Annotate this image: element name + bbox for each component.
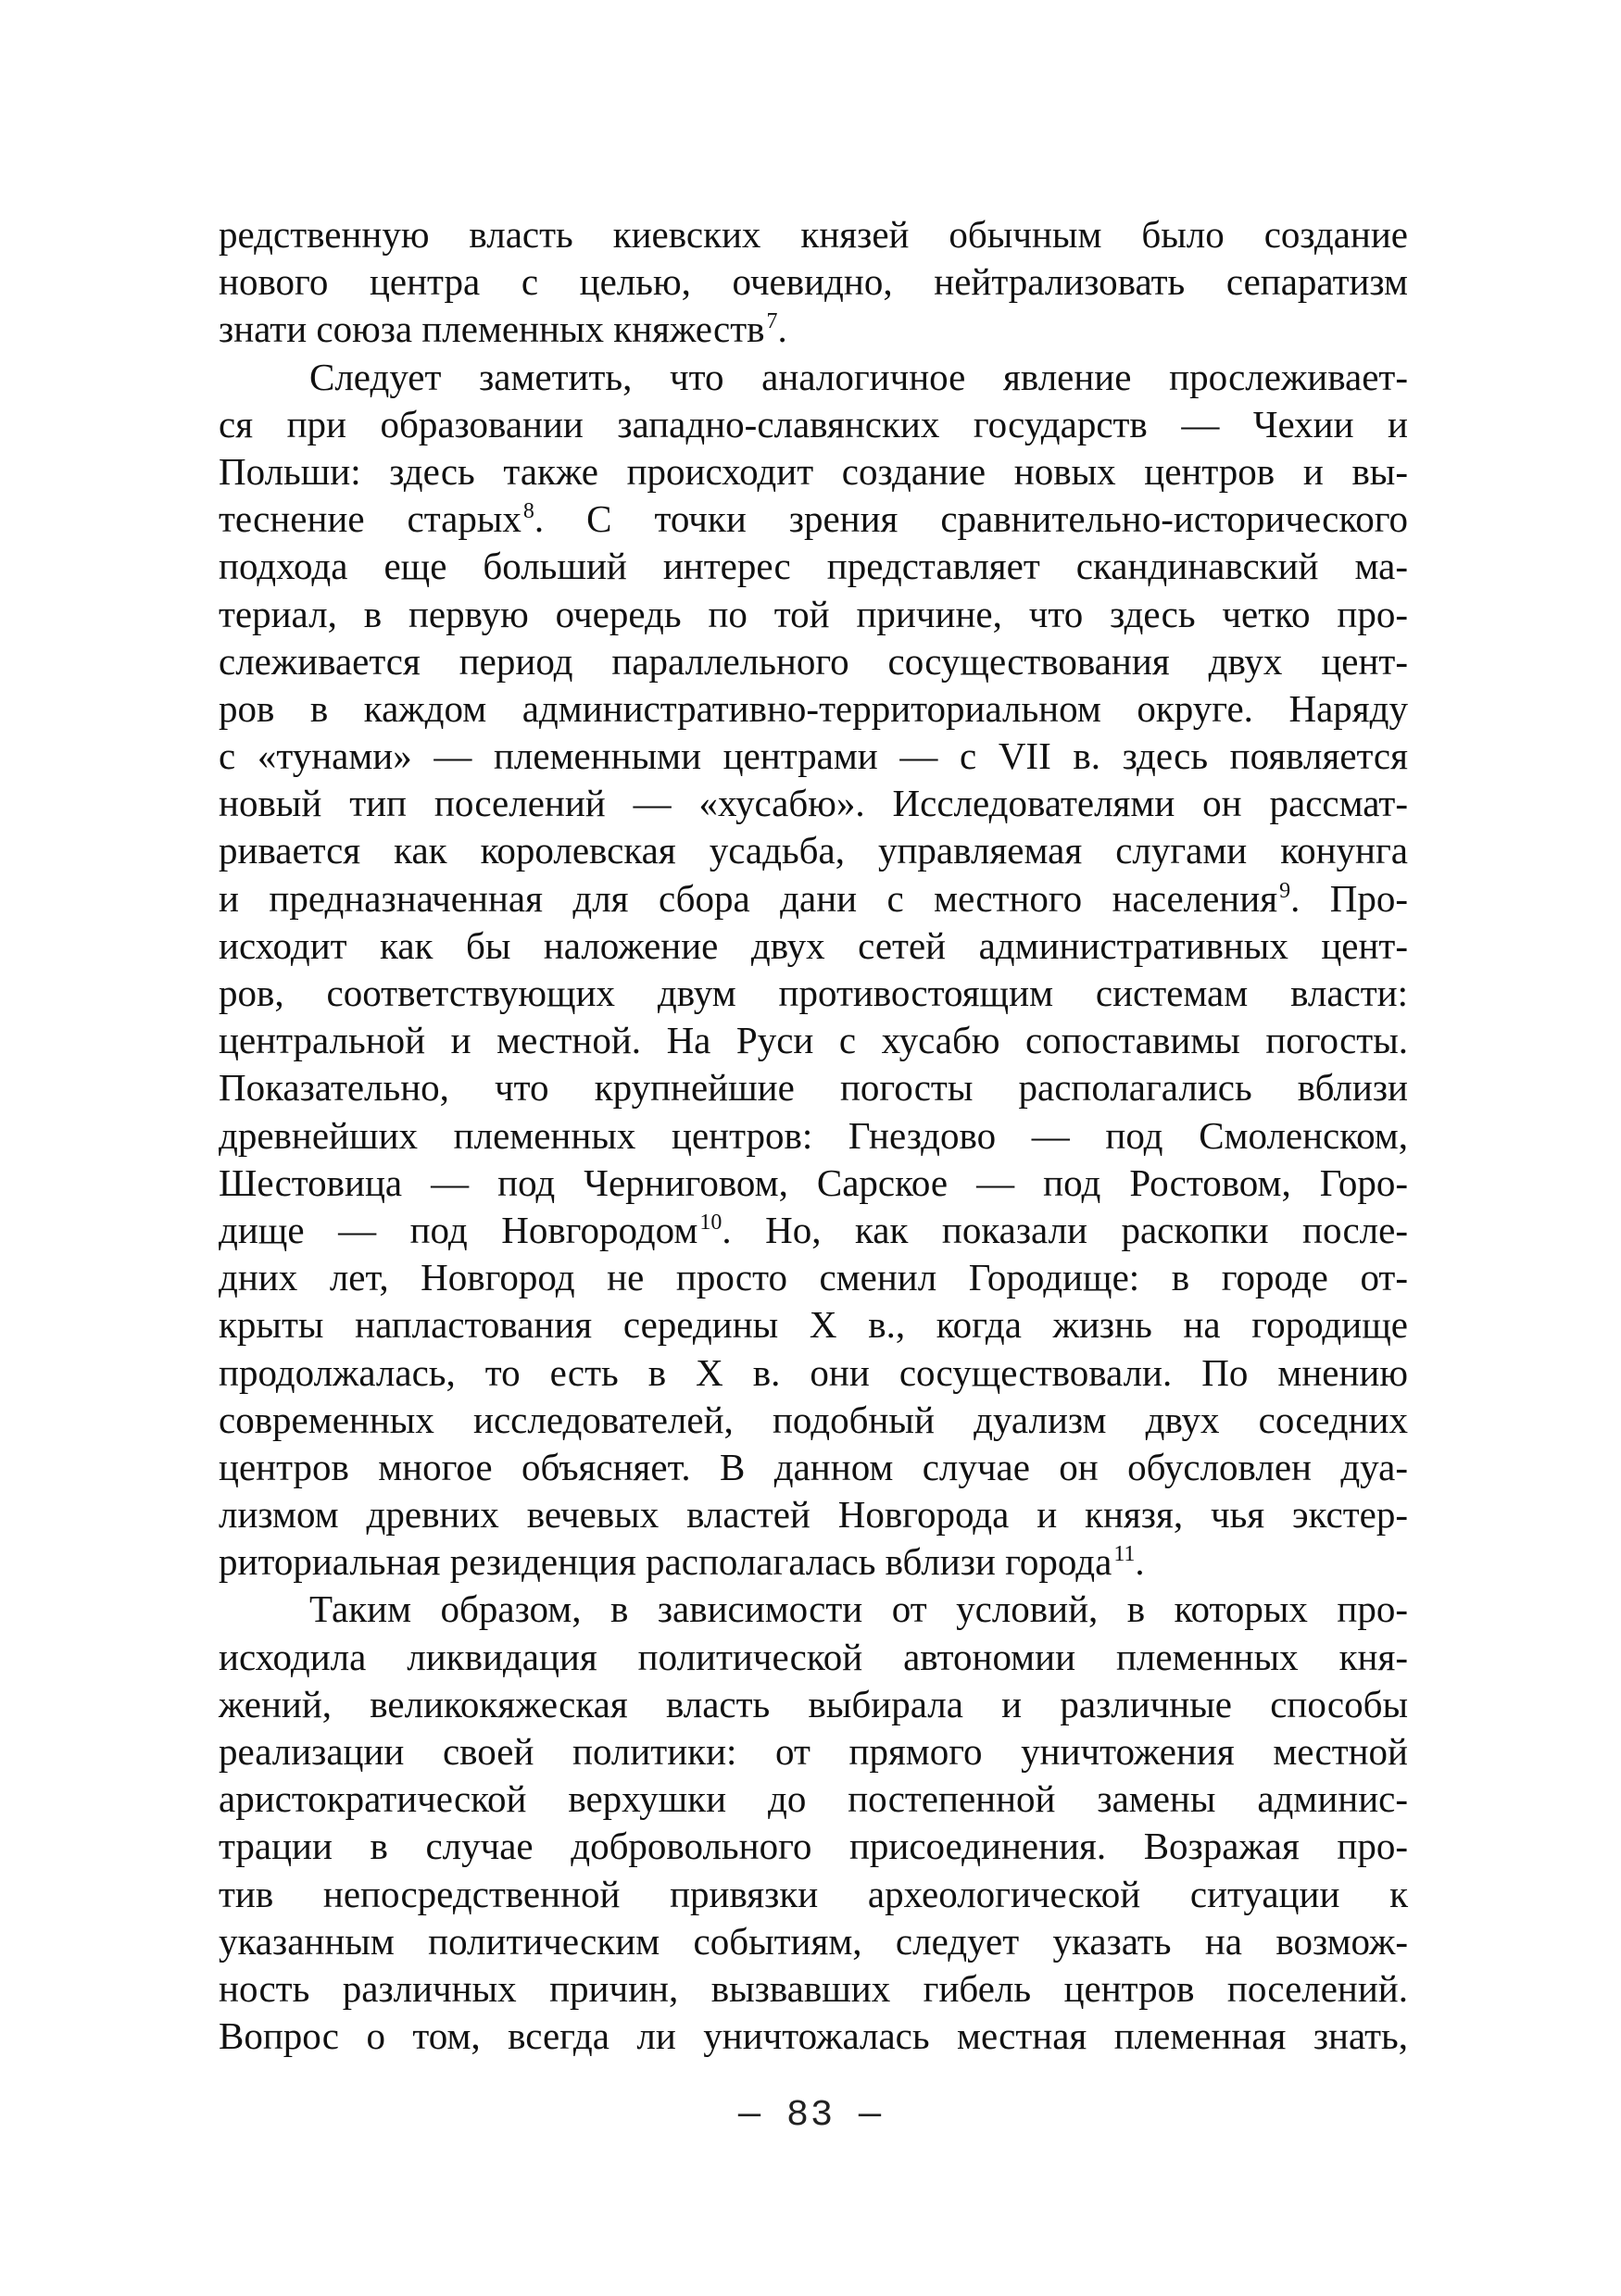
text-line-content: жений, великокяжеская власть выбирала и различные способы (219, 1682, 1408, 1725)
text-line (219, 1444, 1408, 1491)
text-line (219, 827, 1408, 874)
footnote-reference: 11 (1113, 1542, 1136, 1567)
text-line-content: Следует заметить, что аналогичное явление прослеживает- (309, 355, 1408, 398)
text-line-content: лизмом древних вечевых властей Новгорода и князя, чья экстер- (219, 1493, 1408, 1537)
text-line-content: крыты напластования середины X в., когда жизнь на городище (219, 1303, 1408, 1347)
text-line-content: реализации своей политики: от прямого уничтожения местной (219, 1730, 1408, 1773)
text-line-content: ся при образовании западно-славянских государств — Чехии и (219, 402, 1408, 445)
text-line (219, 591, 1408, 638)
text-line (219, 638, 1408, 685)
text-line-continuation: . (777, 307, 787, 351)
text-line-content: центров многое объясняет. В данном случае он обусловлен дуа- (219, 1445, 1408, 1488)
text-line-content: слеживается период параллельного сосуществования двух цент- (219, 639, 1408, 683)
text-line (219, 543, 1408, 590)
text-line-content: и предназначенная для сбора дани с местного населения (219, 876, 1278, 920)
text-line-continuation: . Про- (1290, 876, 1409, 920)
text-line (219, 2013, 1408, 2060)
text-line-content: указанным политическим событиям, следует указать на возмож- (219, 1919, 1408, 1963)
text-line-content: исходила ликвидация политической автономии племенных кня- (219, 1635, 1408, 1678)
text-line (219, 1681, 1408, 1728)
text-line (219, 1918, 1408, 1965)
text-line-content: ров, соответствующих двум противостоящим системам власти: (219, 972, 1408, 1014)
text-line-content: современных исследователей, подобный дуализм двух соседних (219, 1398, 1408, 1441)
text-line-content: древнейших племенных центров: Гнездово — под Смоленском, (219, 1113, 1408, 1157)
text-line (219, 970, 1408, 1017)
text-line (219, 1823, 1408, 1870)
text-line-content: Шестовица — под Черниговом, Сарское — под Ростовом, Горо- (219, 1161, 1408, 1204)
footnote-reference: 9 (1279, 878, 1291, 903)
text-line (219, 780, 1408, 827)
text-line-content: редственную власть киевских князей обычным было создание (219, 213, 1408, 256)
text-line (219, 1254, 1408, 1301)
text-line-content: новый тип поселений — «хусабю». Исследователями он рассмат- (219, 782, 1408, 825)
text-line (219, 1349, 1408, 1397)
text-line (219, 1491, 1408, 1538)
text-line-content: риториальная резиденция располагалась вблизи города (219, 1540, 1112, 1584)
text-line (219, 685, 1408, 733)
text-line (219, 401, 1408, 448)
text-line (219, 1207, 1408, 1254)
text-line (219, 1397, 1408, 1444)
text-line-continuation: . (1135, 1540, 1145, 1584)
text-line (219, 1017, 1408, 1064)
text-line (219, 354, 1408, 401)
text-line-content: теснение старых (219, 497, 521, 541)
text-line-content: ность различных причин, вызвавших гибель центров поселений. (219, 1966, 1408, 2010)
page-number: — 83 — (737, 2095, 884, 2137)
text-line-content: дних лет, Новгород не просто сменил Городище: в городе от- (219, 1256, 1408, 1299)
text-line-content: дище — под Новгородом (219, 1208, 698, 1251)
text-line (219, 211, 1408, 258)
text-line-content: ров в каждом административно-территориальном округе. Наряду (219, 686, 1408, 730)
text-line (219, 922, 1408, 970)
text-line-content: ривается как королевская усадьба, управляемая слугами конунга (219, 829, 1408, 872)
text-line (219, 1871, 1408, 1918)
text-line (219, 1775, 1408, 1823)
footnote-reference: 8 (522, 499, 534, 524)
text-line-content: Таким образом, в зависимости от условий, в которых про- (309, 1587, 1408, 1631)
footnote-reference: 10 (699, 1210, 723, 1235)
body-text (219, 211, 1408, 2060)
text-line (219, 1160, 1408, 1207)
text-line-content: центральной и местной. На Руси с хусабю сопоставимы погосты. (219, 1019, 1408, 1062)
text-line (219, 1064, 1408, 1111)
text-line-content: териал, в первую очередь по той причине, что здесь четко про- (219, 592, 1408, 635)
text-line (219, 1965, 1408, 2013)
text-line-content: исходит как бы наложение двух сетей административных цент- (219, 923, 1408, 967)
text-line (219, 306, 1408, 353)
text-line-content: продолжалась, то есть в X в. они сосуществовали. По мнению (219, 1350, 1408, 1394)
text-line (219, 258, 1408, 306)
text-line (219, 496, 1408, 543)
text-line (219, 1112, 1408, 1160)
text-line-continuation: . Но, как показали раскопки после- (722, 1208, 1408, 1251)
text-line-content: трации в случае добровольного присоединения. Возражая про- (219, 1825, 1408, 1868)
text-line-content: с «тунами» — племенными центрами — с VII в. здесь появляется (219, 734, 1408, 778)
text-line-content: аристократической верхушки до постепенной замены админис- (219, 1777, 1408, 1821)
footnote-reference: 7 (766, 309, 778, 334)
text-line-content: подхода еще больший интерес представляет скандинавский ма- (219, 545, 1408, 588)
text-line-content: тив непосредственной привязки археологической ситуации к (219, 1872, 1408, 1915)
text-line-content: нового центра с целью, очевидно, нейтрализовать сепаратизм (219, 260, 1408, 304)
text-line (219, 733, 1408, 780)
text-line (219, 448, 1408, 496)
text-line-content: Вопрос о том, всегда ли уничтожалась местная племенная знать, (219, 2014, 1408, 2058)
text-line (219, 1538, 1408, 1586)
text-line-content: знати союза племенных княжеств (219, 307, 765, 351)
text-line (219, 875, 1408, 922)
text-line (219, 1586, 1408, 1633)
text-line-content: Польши: здесь также происходит создание новых центров и вы- (219, 449, 1408, 493)
text-line (219, 1301, 1408, 1349)
text-line-content: Показательно, что крупнейшие погосты располагались вблизи (219, 1066, 1408, 1110)
text-line (219, 1728, 1408, 1775)
text-line (219, 1634, 1408, 1681)
text-line-continuation: . С точки зрения сравнительно-исторического (534, 497, 1408, 541)
